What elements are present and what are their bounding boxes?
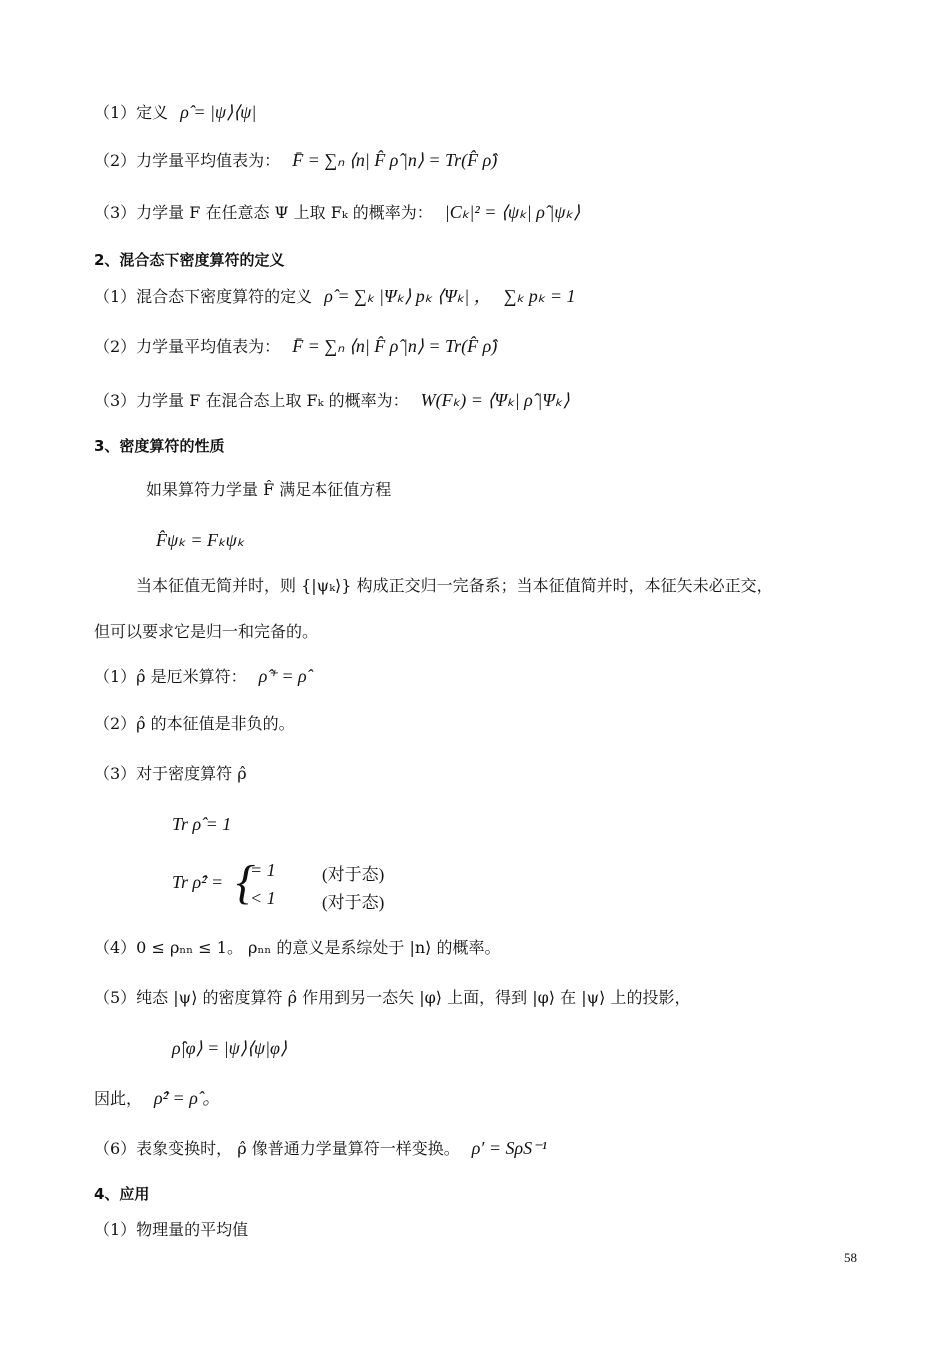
formula-density-mixed: ρ̂ = ∑ₖ |Ψₖ⟩ pₖ ⟨Ψₖ| ，: [324, 286, 492, 306]
formula-density-pure: ρ̂ = |ψ⟩⟨ψ|: [180, 102, 257, 122]
line-eigen-intro: 如果算符力学量 F̂ 满足本征值方程: [146, 480, 392, 499]
formula-probability-2: W(Fₖ) = ⟨Ψₖ| ρ̂ |Ψₖ⟩: [420, 390, 570, 410]
line-probability-1: （3）力学量 F 在任意态 Ψ 上取 Fₖ 的概率为： |Cₖ|² = ⟨ψₖ| ρ̂ |ψₖ⟩: [94, 202, 581, 222]
formula-probability-sum: ∑ₖ pₖ = 1: [503, 286, 576, 306]
section-heading-3: 3、密度算符的性质: [94, 437, 225, 455]
line-nondegenerate: 当本征值无简并时，则 {|ψₖ⟩} 构成正交归一完备系；当本征值简并时，本征矢未必正交，: [136, 576, 773, 595]
line-probability-2: （3）力学量 F 在混合态上取 Fₖ 的概率为： W(Fₖ) = ⟨Ψₖ| ρ̂ |Ψₖ⟩: [94, 390, 570, 410]
line-trace-intro: （3）对于密度算符 ρ̂: [94, 764, 247, 783]
line-transformation: （6）表象变换时， ρ̂ 像普通力学量算符一样变换。 ρ′ = SρS⁻¹: [94, 1138, 548, 1158]
section-heading-2: 2、混合态下密度算符的定义: [94, 251, 285, 269]
line-diagonal-probability: （4）0 ≤ ρₙₙ ≤ 1。 ρₙₙ 的意义是系综处于 |n⟩ 的概率。: [94, 938, 501, 957]
line-average-2: （2）力学量平均值表为： F̄ = ∑ₙ ⟨n| F̂ ρ̂ |n⟩ = Tr(F̂ ρ̂): [94, 336, 498, 356]
formula-probability-1: |Cₖ|² = ⟨ψₖ| ρ̂ |ψₖ⟩: [444, 202, 581, 222]
formula-average-2: F̄ = ∑ₙ ⟨n| F̂ ρ̂ |n⟩ = Tr(F̂ ρ̂): [292, 336, 498, 356]
formula-hermitian: ρ̂⁺ = ρ̂: [258, 666, 307, 686]
page-number: 58: [844, 1250, 857, 1265]
line-average-1: （2）力学量平均值表为： F̄ = ∑ₙ ⟨n| F̂ ρ̂ |n⟩ = Tr(F̂ ρ̂): [94, 150, 498, 170]
section-heading-4: 4、应用: [94, 1185, 150, 1203]
formula-projection: ρ̂|φ⟩ = |ψ⟩⟨ψ|φ⟩: [172, 1038, 287, 1058]
line-mixed-definition: （1）混合态下密度算符的定义 ρ̂ = ∑ₖ |Ψₖ⟩ pₖ ⟨Ψₖ| ， ∑ₖ pₖ = 1: [94, 286, 576, 306]
line-nonnegative: （2）ρ̂ 的本征值是非负的。: [94, 714, 295, 733]
formula-eigen-equation: F̂ψₖ = Fₖψₖ: [156, 530, 245, 550]
formula-idempotent: ρ̂² = ρ̂ 。: [154, 1088, 221, 1108]
line-definition: （1）定义 ρ̂ = |ψ⟩⟨ψ|: [94, 102, 257, 122]
formula-average-1: F̄ = ∑ₙ ⟨n| F̂ ρ̂ |n⟩ = Tr(F̂ ρ̂): [292, 150, 498, 170]
line-physical-average: （1）物理量的平均值: [94, 1220, 249, 1239]
brace-symbol: {: [236, 856, 256, 909]
formula-transformation: ρ′ = SρS⁻¹: [471, 1138, 548, 1158]
line-idempotent: 因此， ρ̂² = ρ̂ 。: [94, 1088, 221, 1108]
line-hermitian: （1）ρ̂ 是厄米算符： ρ̂⁺ = ρ̂: [94, 666, 307, 686]
formula-trace: Tr ρ̂ = 1: [172, 814, 232, 834]
formula-trace-square: Tr ρ̂² = { = 1 < 1 (对于态) (对于态): [172, 856, 385, 912]
line-projection: （5）纯态 |ψ⟩ 的密度算符 ρ̂ 作用到另一态矢 |φ⟩ 上面，得到 |φ⟩ 在 |ψ⟩ 上的投影，: [94, 988, 691, 1007]
line-normalizable: 但可以要求它是归一和完备的。: [94, 622, 319, 641]
